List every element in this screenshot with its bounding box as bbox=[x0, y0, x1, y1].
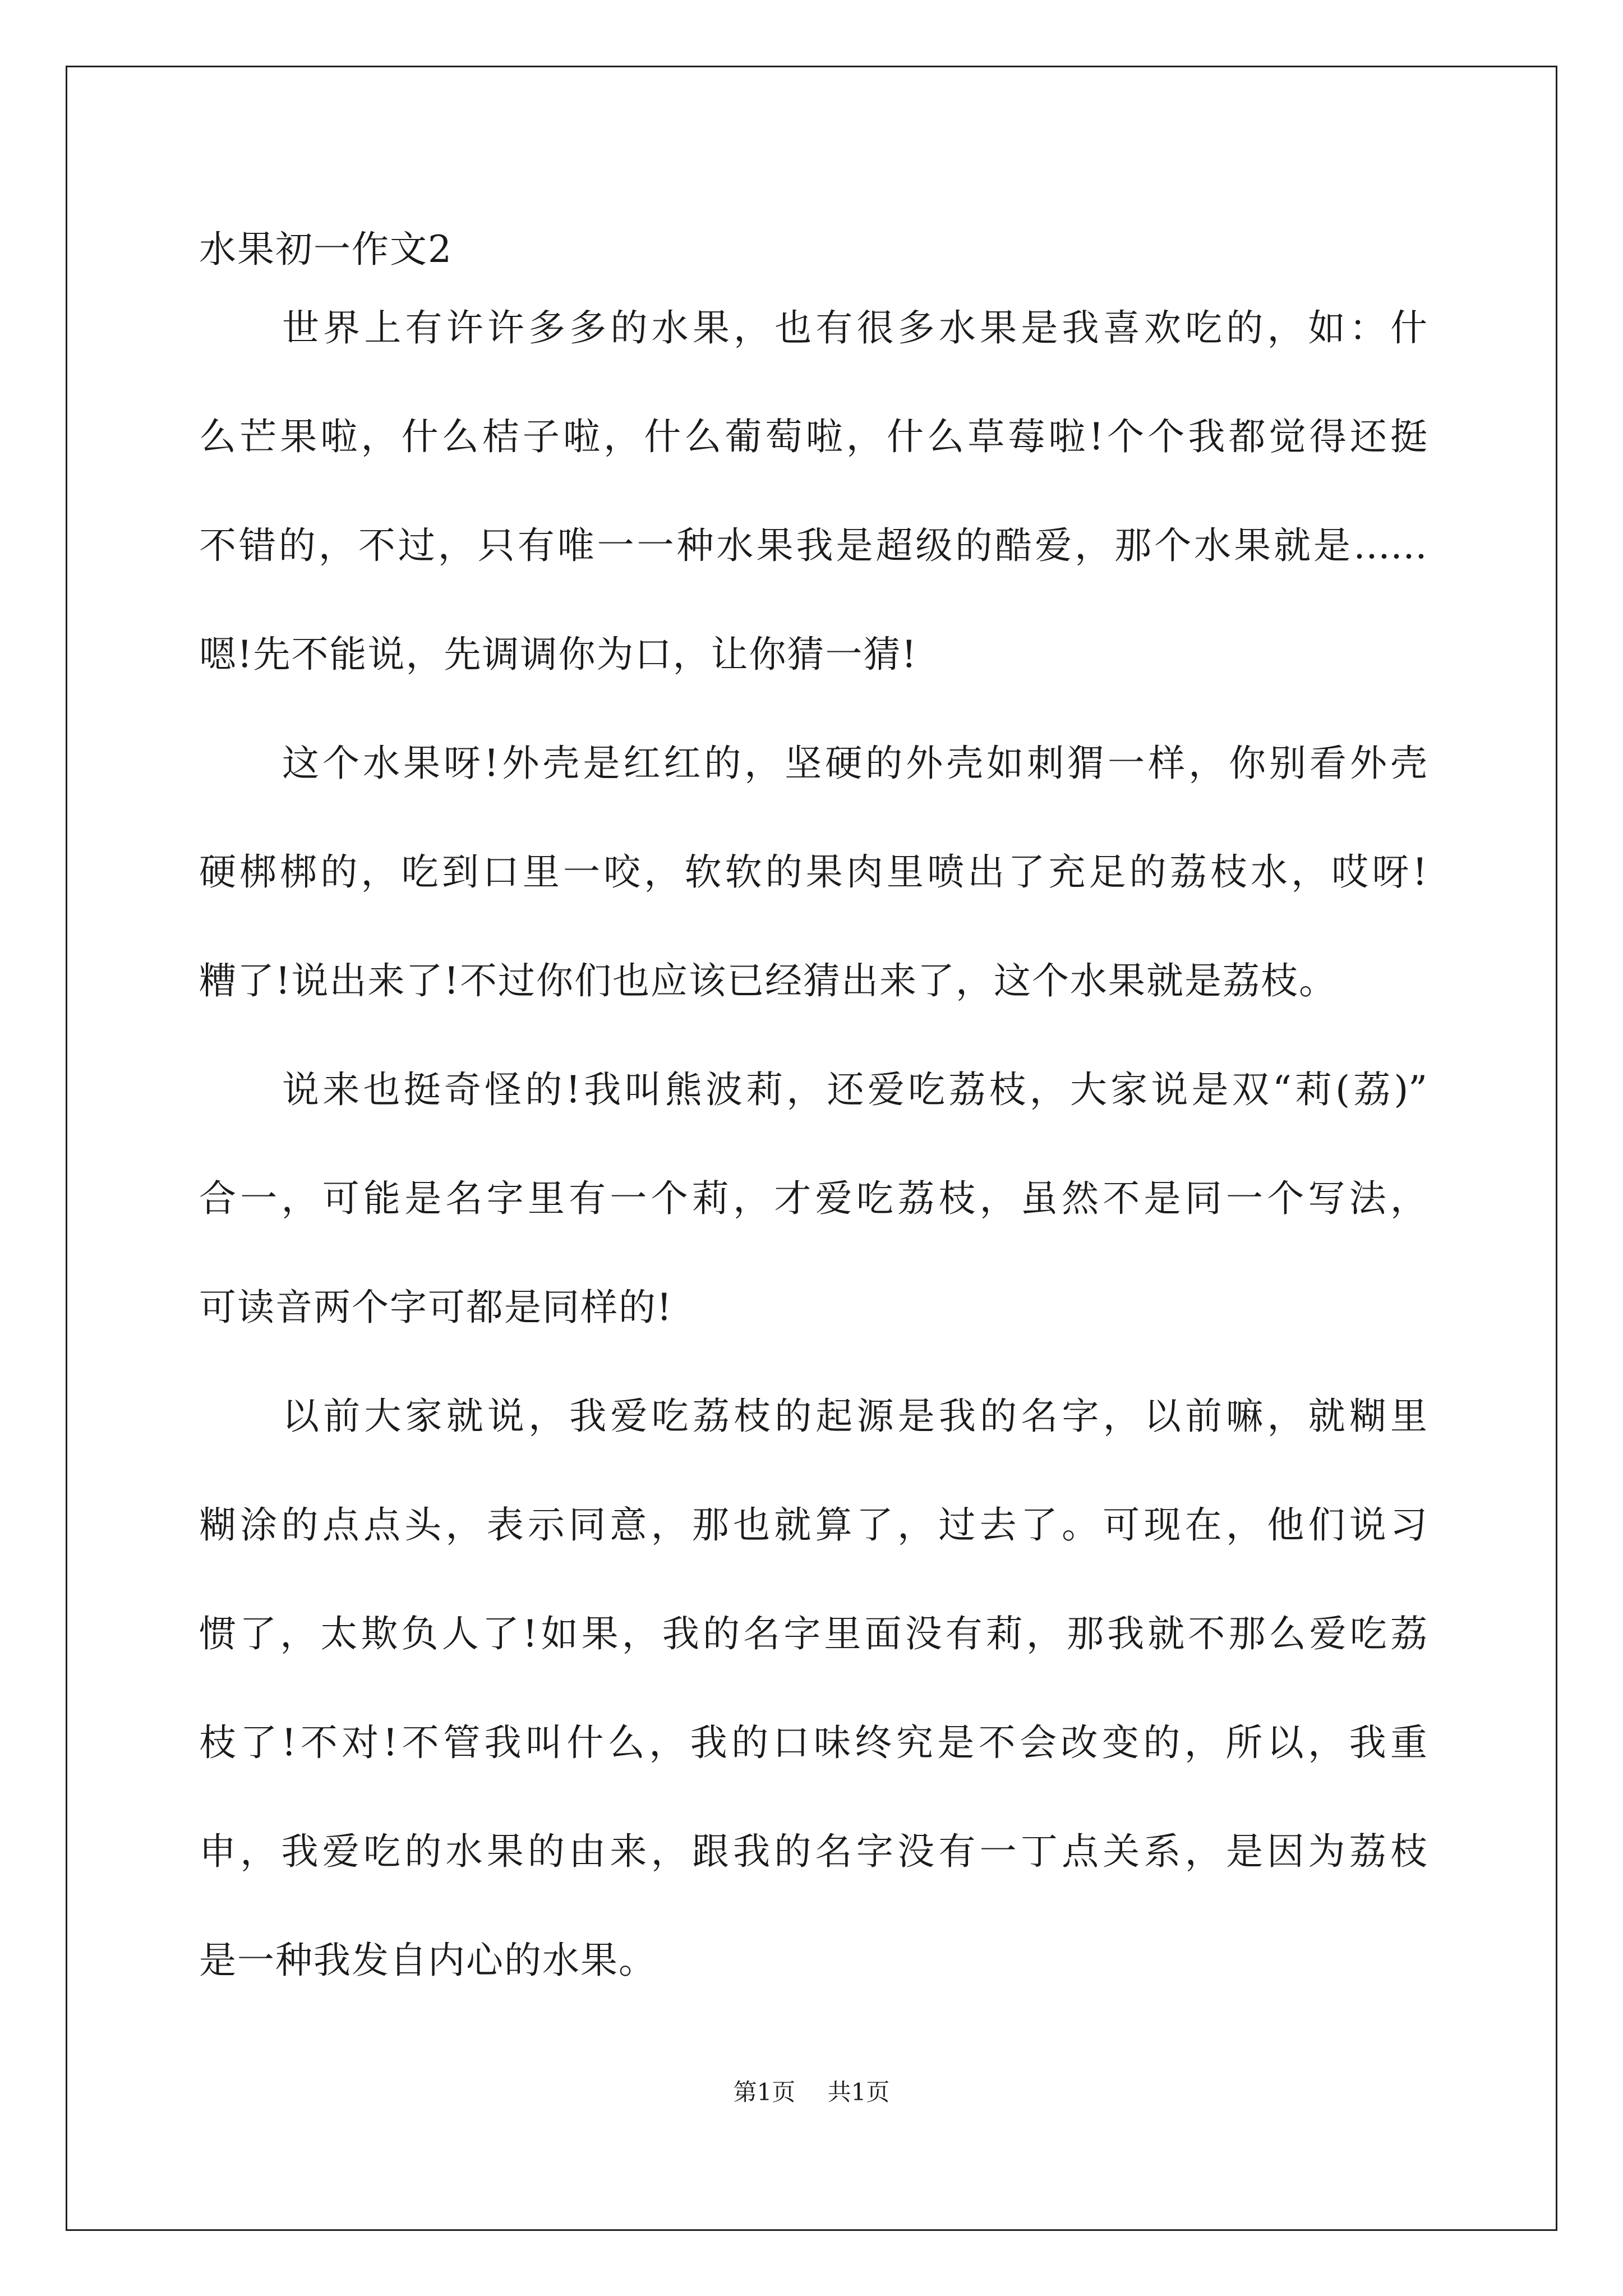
paragraph-4-line-6: 是一种我发自内心的水果。 bbox=[199, 1939, 657, 1982]
paragraph-2-line-1: 这个水果呀!外壳是红红的，坚硬的外壳如刺猬一样，你别看外壳 bbox=[282, 742, 1427, 785]
paragraph-4-line-5: 申，我爱吃的水果的由来，跟我的名字没有一丁点关系，是因为荔枝 bbox=[199, 1830, 1427, 1873]
paragraph-4-line-3: 惯了，太欺负人了!如果，我的名字里面没有莉，那我就不那么爱吃荔 bbox=[199, 1612, 1427, 1655]
paragraph-1-line-1: 世界上有许许多多的水果，也有很多水果是我喜欢吃的，如：什 bbox=[282, 306, 1427, 349]
page-number: 第1页 bbox=[733, 2078, 796, 2106]
total-pages: 共1页 bbox=[827, 2078, 890, 2106]
paragraph-4-line-1: 以前大家就说，我爱吃荔枝的起源是我的名字，以前嘛，就糊里 bbox=[282, 1395, 1427, 1438]
paragraph-4-line-4: 枝了!不对!不管我叫什么，我的口味终究是不会改变的，所以，我重 bbox=[199, 1721, 1427, 1764]
paragraph-3-line-3: 可读音两个字可都是同样的! bbox=[199, 1286, 673, 1329]
paragraph-3-line-2: 合一，可能是名字里有一个莉，才爱吃荔枝，虽然不是同一个写法， bbox=[199, 1177, 1427, 1220]
paragraph-2-line-2: 硬梆梆的，吃到口里一咬，软软的果肉里喷出了充足的荔枝水，哎呀! bbox=[199, 850, 1427, 894]
paragraph-2-line-3: 糟了!说出来了!不过你们也应该已经猜出来了，这个水果就是荔枝。 bbox=[199, 959, 1338, 1002]
paragraph-4-line-2: 糊涂的点点头，表示同意，那也就算了，过去了。可现在，他们说习 bbox=[199, 1503, 1427, 1547]
paragraph-1-line-2: 么芒果啦，什么桔子啦，什么葡萄啦，什么草莓啦!个个我都觉得还挺 bbox=[199, 415, 1427, 458]
paragraph-3-line-1: 说来也挺奇怪的!我叫熊波莉，还爱吃荔枝，大家说是双“莉(荔)” bbox=[282, 1068, 1427, 1111]
paragraph-1-line-3: 不错的，不过，只有唯一一种水果我是超级的酷爱，那个水果就是…… bbox=[199, 524, 1427, 567]
paragraph-1-line-4: 嗯!先不能说，先调调你为口，让你猜一猜! bbox=[199, 633, 918, 676]
page-border bbox=[66, 66, 1557, 2231]
page-footer bbox=[0, 2076, 1623, 2109]
document-title: 水果初一作文2 bbox=[199, 228, 453, 271]
